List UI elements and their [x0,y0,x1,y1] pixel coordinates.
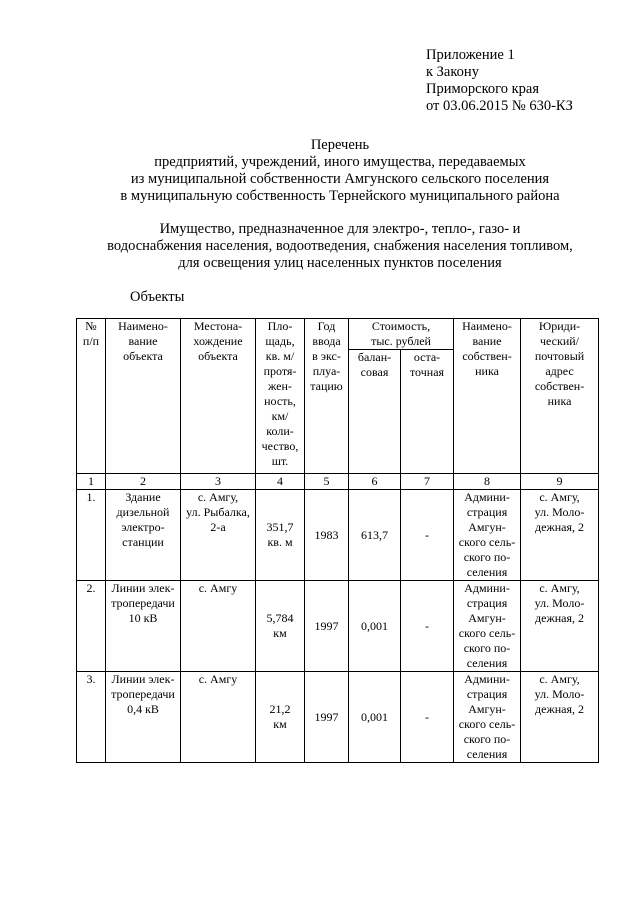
cell-name [106,672,181,763]
cell-residual: - [401,581,454,672]
cell-name [106,490,181,581]
header-name [106,319,181,474]
appendix-note [426,47,626,115]
title-line: Перечень [310,137,370,153]
header-cost-balance [349,350,401,474]
cell-num: 3. [77,672,106,763]
header-label: Год ввода в экс- плуа- тацию [310,319,343,393]
cell-balance: 0,001 [349,581,401,672]
cell-residual: - [401,490,454,581]
cell-balance: 0,001 [349,672,401,763]
cell-num: 1. [77,490,106,581]
appendix-line: Приморского края [426,81,540,97]
column-number: 3 [181,474,256,490]
header-label: Пло- щадь, кв. м/ протя- жен- ность, км/ коли- чество, шт. [261,319,299,468]
column-number: 5 [305,474,349,490]
appendix-line: от 03.06.2015 № 630-КЗ [426,98,573,114]
column-number: 4 [256,474,305,490]
title-line: в муниципальную собственность Тернейского муниципального района [120,188,560,204]
subtitle-line: водоснабжения населения, водоотведения, снабжения населения топливом, [107,238,573,254]
table-header-row [77,319,599,350]
cell-address [521,672,599,763]
cell-address [521,581,599,672]
cell-address [521,490,599,581]
cell-num: 2. [77,581,106,672]
cell-text: Линии элек- тропередачи 10 кВ [111,581,175,625]
cell-text: с. Амгу, ул. Моло- дежная, 2 [534,490,585,534]
header-address [521,319,599,474]
column-number: 1 [77,474,106,490]
header-year [305,319,349,474]
column-number: 8 [454,474,521,490]
table-row [77,672,599,763]
header-label: Стоимость, тыс. рублей [371,319,431,348]
cell-text: Админи- страция Амгун- ского сель- ского по- селения [458,581,516,670]
cell-text: Админи- страция Амгун- ского сель- ского по- селения [458,672,516,761]
cell-location [181,672,256,763]
column-number: 7 [401,474,454,490]
header-label: № п/п [82,319,100,348]
cell-location [181,490,256,581]
column-number: 2 [106,474,181,490]
cell-text: Админи- страция Амгун- ского сель- ского по- селения [458,490,516,579]
document-title [60,137,620,205]
cell-text: с. Амгу, ул. Рыбалка, 2-а [186,490,250,534]
header-label: Наимено- вание собствен- ника [462,319,512,378]
cell-year: 1997 [305,581,349,672]
cell-residual: - [401,672,454,763]
header-area [256,319,305,474]
header-label: Юриди- ческий/ почтовый адрес собствен- ника [534,319,585,408]
cell-text: 351,7 кв. м [266,520,294,549]
objects-table [76,318,599,763]
cell-text: Здание дизельной электро- станции [116,490,170,549]
cell-area [256,490,305,581]
title-line: из муниципальной собственности Амгунского сельского поселения [130,171,550,187]
cell-text: с. Амгу, ул. Моло- дежная, 2 [534,581,585,625]
header-label: Наимено- вание объекта [118,319,168,363]
cell-name [106,581,181,672]
cell-owner [454,672,521,763]
section-label: Объекты [130,289,185,305]
cell-text: с. Амгу [198,672,238,686]
header-label: Местона- хождение объекта [193,319,243,363]
cell-text: 5,784 км [266,611,294,640]
header-cost [349,319,454,350]
cell-text: Линии элек- тропередачи 0,4 кВ [111,672,175,716]
cell-area [256,672,305,763]
table-row [77,490,599,581]
appendix-line: к Закону [426,64,479,80]
cell-owner [454,490,521,581]
cell-text: с. Амгу [198,581,238,595]
cell-area [256,581,305,672]
header-num [77,319,106,474]
title-line: предприятий, учреждений, иного имущества, передаваемых [154,154,526,170]
subtitle-line: Имущество, предназначенное для электро-, тепло-, газо- и [159,221,521,237]
column-number-row [77,474,599,490]
column-number: 6 [349,474,401,490]
header-label: балан- совая [357,350,392,379]
cell-owner [454,581,521,672]
document-subtitle [60,221,620,272]
table-row [77,581,599,672]
cell-year: 1997 [305,672,349,763]
header-owner [454,319,521,474]
subtitle-line: для освещения улиц населенных пунктов поселения [178,255,502,271]
cell-location [181,581,256,672]
appendix-line: Приложение 1 [426,47,515,63]
header-location [181,319,256,474]
cell-year: 1983 [305,490,349,581]
column-number: 9 [521,474,599,490]
header-label: оста- точная [409,350,445,379]
cell-balance: 613,7 [349,490,401,581]
cell-text: с. Амгу, ул. Моло- дежная, 2 [534,672,585,716]
header-cost-residual [401,350,454,474]
cell-text: 21,2 км [269,702,291,731]
